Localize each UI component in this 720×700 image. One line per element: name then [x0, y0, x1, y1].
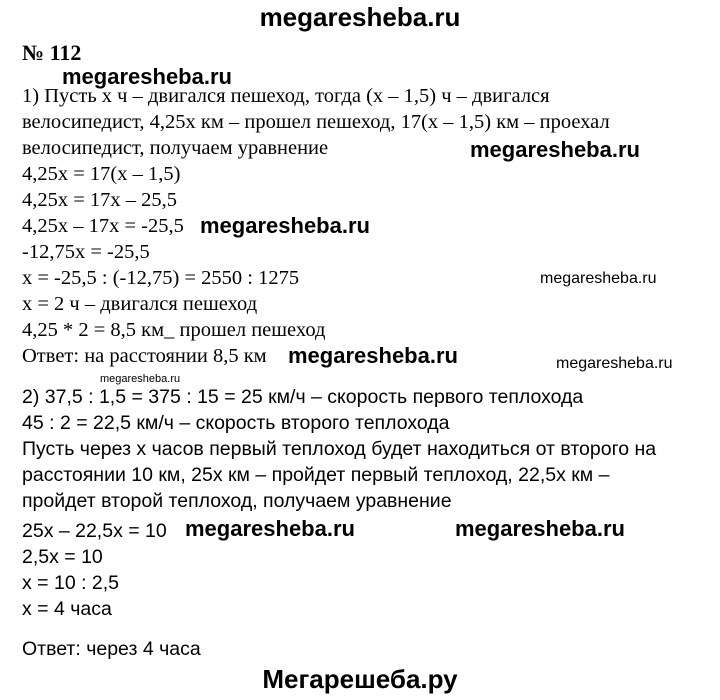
watermark: megaresheba.ru [556, 355, 673, 372]
watermark: megaresheba.ru [100, 373, 181, 385]
text-line: Пусть через x часов первый теплоход будет находиться от второго на [22, 438, 657, 460]
watermark: megaresheba.ru [455, 516, 625, 541]
equation-line: 2,5x = 10 [22, 546, 103, 568]
equation-line: x = 10 : 2,5 [22, 572, 120, 594]
watermark: megaresheba.ru [185, 516, 355, 541]
text-line: 1) Пусть x ч – двигался пешеход, тогда (x – 1,5) ч – двигался [22, 85, 550, 107]
watermark: megaresheba.ru [200, 213, 370, 238]
equation-line: 25x – 22,5x = 10 [22, 520, 167, 542]
text-line: велосипедист, получаем уравнение [22, 137, 329, 159]
text-line: 4,25 * 2 = 8,5 км_ прошел пешеход [22, 319, 326, 341]
equation-line: x = 4 часа [22, 598, 112, 620]
task-number: № 112 [22, 40, 82, 65]
text-line: x = 2 ч – двигался пешеход [22, 293, 258, 315]
equation-line: x = -25,5 : (-12,75) = 2550 : 1275 [22, 267, 300, 289]
equation-line: 4,25x = 17x – 25,5 [22, 189, 178, 211]
watermark: megaresheba.ru [540, 270, 657, 287]
watermark: megaresheba.ru [62, 64, 232, 89]
equation-line: 4,25x = 17(x – 1,5) [22, 163, 181, 185]
text-line: 2) 37,5 : 1,5 = 375 : 15 = 25 км/ч – скорость первого теплохода [22, 386, 584, 408]
equation-line: 4,25x – 17x = -25,5 [22, 215, 184, 237]
watermark: megaresheba.ru [470, 137, 640, 162]
text-line: пройдет второй теплоход, получаем уравнение [22, 490, 452, 512]
answer-line: Ответ: на расстоянии 8,5 км [22, 345, 267, 367]
equation-line: -12,75x = -25,5 [22, 241, 150, 263]
footer-watermark: Мегарешеба.ру [262, 664, 458, 694]
text-line: велосипедист, 4,25x км – прошел пешеход, 17(x – 1,5) км – проехал [22, 111, 610, 133]
text-line: 45 : 2 = 22,5 км/ч – скорость второго теплохода [22, 412, 450, 434]
text-line: расстоянии 10 км, 25x км – пройдет первый теплоход, 22,5x км – [22, 464, 610, 486]
header-watermark: megaresheba.ru [259, 2, 461, 32]
watermark: megaresheba.ru [288, 343, 458, 368]
answer-line: Ответ: через 4 часа [22, 638, 201, 660]
